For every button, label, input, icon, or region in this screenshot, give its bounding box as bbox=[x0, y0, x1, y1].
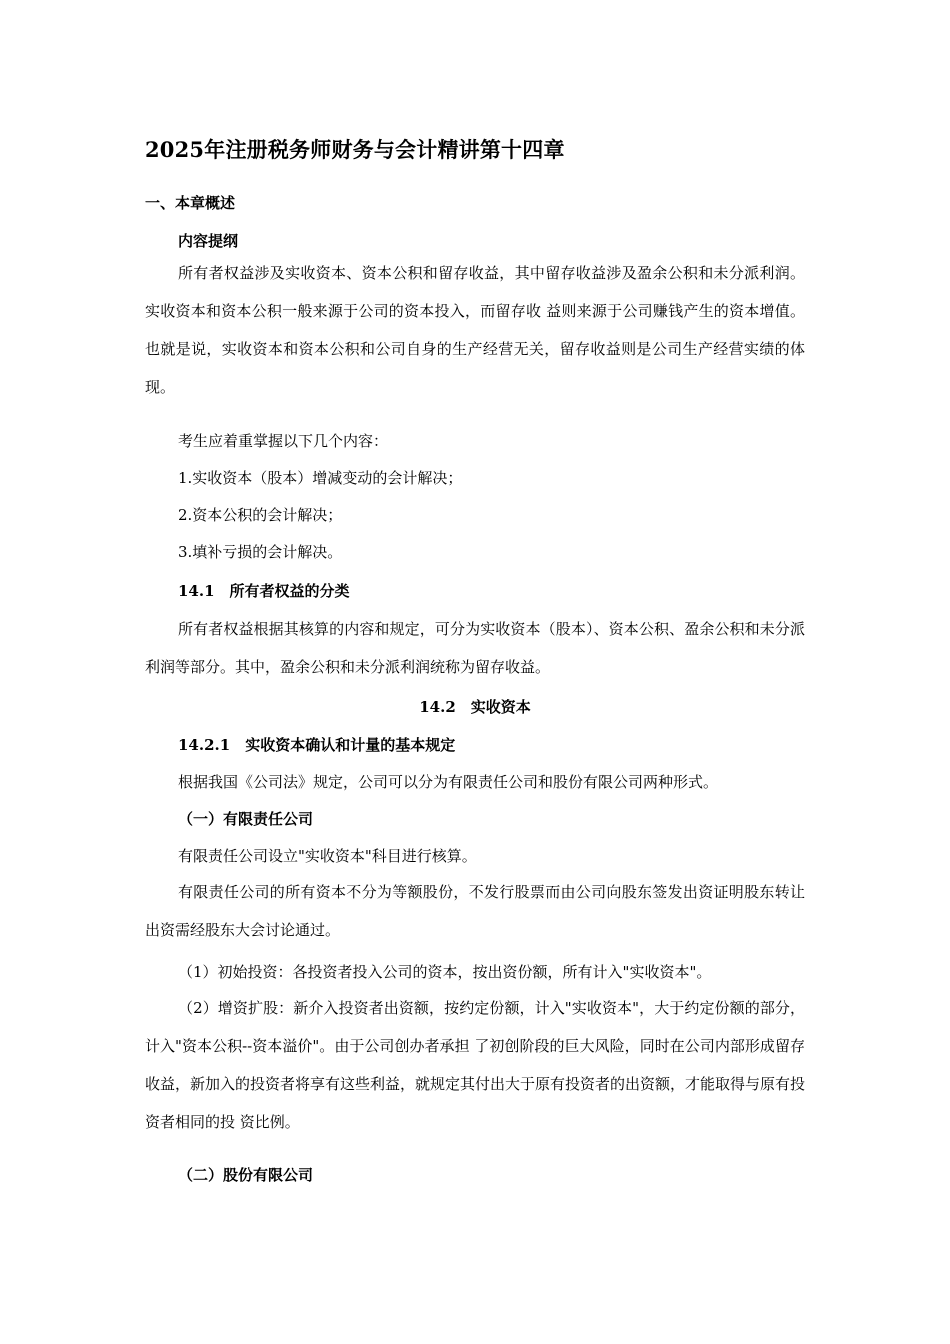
section-heading-overview: 一、本章概述 bbox=[145, 194, 236, 212]
document-title: 2025年注册税务师财务与会计精讲第十四章 bbox=[145, 137, 565, 162]
focus-item-3: 3.填补亏损的会计解决。 bbox=[178, 543, 343, 561]
focus-intro: 考生应着重掌握以下几个内容： bbox=[178, 432, 389, 450]
focus-item-1: 1.实收资本（股本）增减变动的会计解决； bbox=[178, 469, 463, 487]
ltd-paragraph: 有限责任公司的所有资本不分为等额股份，不发行股票而由公司向股东签发出资证明股东转让出资需经股东大会讨论通过。 bbox=[145, 883, 805, 939]
ltd-heading: （一）有限责任公司 bbox=[178, 810, 314, 828]
ltd-item-1: （1）初始投资：各投资者投入公司的资本，按出资份额，所有计入"实收资本"。 bbox=[178, 963, 712, 981]
section-heading-14-1: 14.1 所有者权益的分类 bbox=[178, 582, 350, 600]
section-14-1-paragraph: 所有者权益根据其核算的内容和规定，可分为实收资本（股本）、资本公积、盈余公积和未分派利润等部分。其中，盈余公积和未分派利润统称为留存收益。 bbox=[145, 620, 805, 676]
focus-item-2: 2.资本公积的会计解决； bbox=[178, 506, 343, 524]
corp-heading: （二）股份有限公司 bbox=[178, 1166, 314, 1184]
ltd-item-2: （2）增资扩股：新介入投资者出资额，按约定份额，计入"实收资本"，大于约定份额的部分，计入"资本公积--资本溢价"。由于公司创办者承担 了初创阶段的巨大风险，同时在公司内部形成留存收益，新加入的投资者将享有这些利益，就规定其付出大于原有投资者的出资额，才能取得与原有投资者相同的投 资比例。 bbox=[145, 999, 806, 1131]
section-heading-14-2: 14.2 实收资本 bbox=[419, 698, 531, 716]
ltd-line-1: 有限责任公司设立"实收资本"科目进行核算。 bbox=[178, 847, 477, 865]
intro-paragraph: 所有者权益涉及实收资本、资本公积和留存收益，其中留存收益涉及盈余公积和未分派利润。实收资本和资本公积一般来源于公司的资本投入，而留存收 益则来源于公司赚钱产生的资本增值。也就是说，实收资本和资本公积和公司自身的生产经营无关，留存收益则是公司生产经营实绩的体现。 bbox=[145, 264, 805, 396]
section-14-2-1-paragraph: 根据我国《公司法》规定，公司可以分为有限责任公司和股份有限公司两种形式。 bbox=[178, 773, 719, 791]
section-heading-14-2-1: 14.2.1 实收资本确认和计量的基本规定 bbox=[178, 736, 456, 754]
outline-heading: 内容提纲 bbox=[178, 232, 239, 250]
